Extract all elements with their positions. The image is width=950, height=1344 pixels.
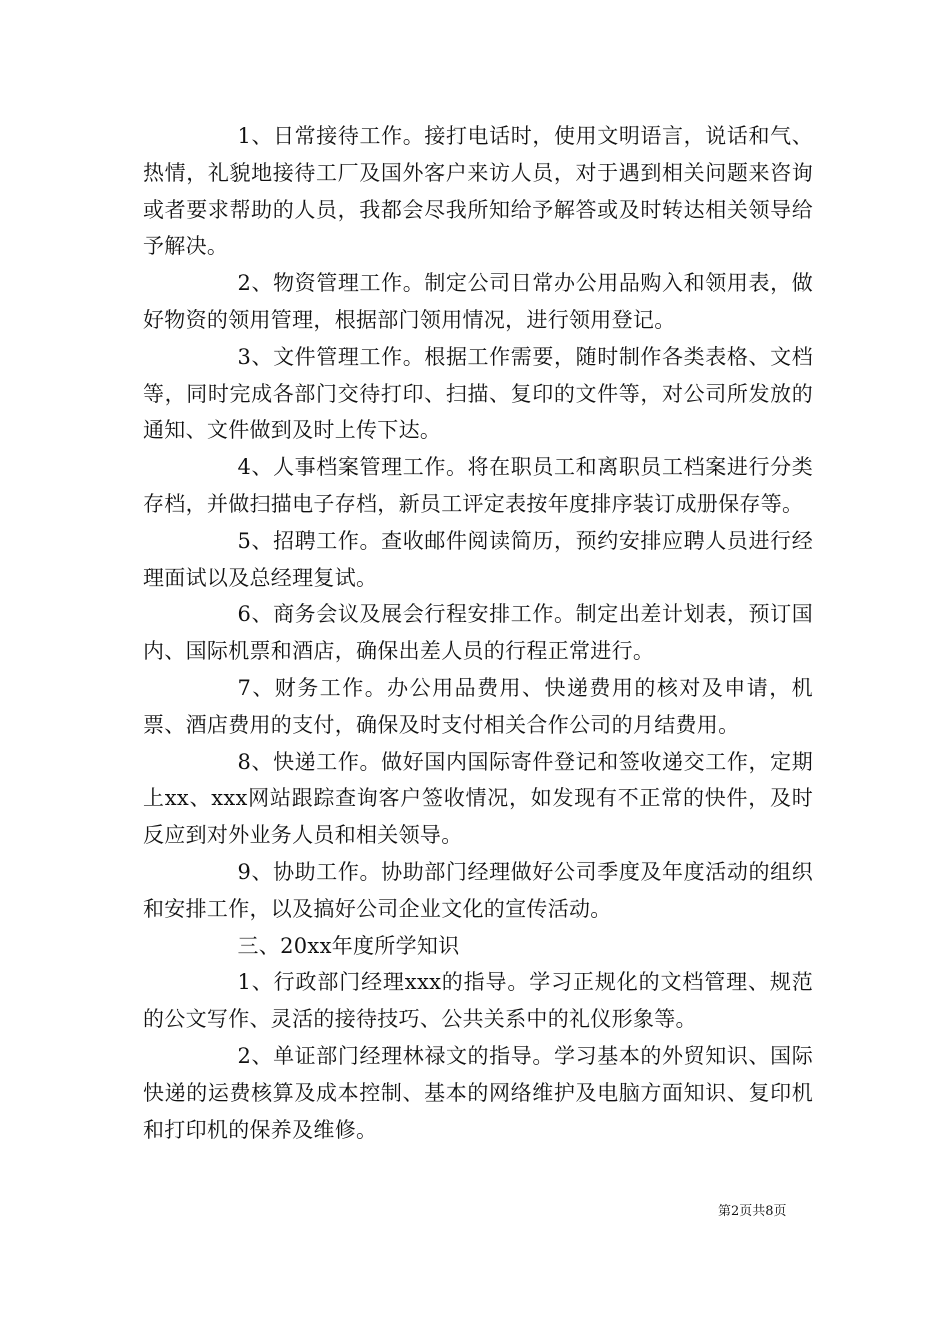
paragraph-personnel-archives: 4、人事档案管理工作。将在职员工和离职员工档案进行分类存档，并做扫描电子存档，新员工评定表按年度排序装订成册保存等。 (143, 455, 813, 516)
paragraph-admin-guidance: 1、行政部门经理xxx的指导。学习正规化的文档管理、规范的公文写作、灵活的接待技巧、公共关系中的礼仪形象等。 (143, 970, 813, 1032)
section-heading-knowledge: 三、20xx年度所学知识 (237, 933, 460, 958)
paragraph-assistance: 9、协助工作。协助部门经理做好公司季度及年度活动的组织和安排工作，以及搞好公司企业文化的宣传活动。 (143, 859, 813, 921)
paragraph-supplies: 2、物资管理工作。制定公司日常办公用品购入和领用表，做好物资的领用管理，根据部门领用情况，进行领用登记。 (143, 271, 813, 332)
page-number-footer: 第2页共8页 (718, 1204, 787, 1219)
paragraph-finance: 7、财务工作。办公用品费用、快递费用的核对及申请，机票、酒店费用的支付，确保及时支付相关合作公司的月结费用。 (143, 675, 813, 737)
paragraph-express: 8、快递工作。做好国内国际寄件登记和签收递交工作，定期上xx、xxx网站跟踪查询客户签收情况，如发现有不正常的快件，及时反应到对外业务人员和相关领导。 (143, 749, 813, 848)
paragraph-recruitment: 5、招聘工作。查收邮件阅读简历，预约安排应聘人员进行经理面试以及总经理复试。 (143, 528, 813, 590)
paragraph-files: 3、文件管理工作。根据工作需要，随时制作各类表格、文档等，同时完成各部门交待打印、扫描、复印的文件等，对公司所发放的通知、文件做到及时上传下达。 (143, 344, 813, 443)
paragraph-docs-guidance: 2、单证部门经理林禄文的指导。学习基本的外贸知识、国际快递的运费核算及成本控制、基本的网络维护及电脑方面知识、复印机和打印机的保养及维修。 (143, 1043, 813, 1142)
paragraph-reception: 1、日常接待工作。接打电话时，使用文明语言，说话和气、热情，礼貌地接待工厂及国外客户来访人员，对于遇到相关问题来咨询或者要求帮助的人员，我都会尽我所知给予解答或及时转达相关领导给予解决。 (143, 124, 813, 259)
document-body (143, 118, 813, 1148)
paragraph-business-travel: 6、商务会议及展会行程安排工作。制定出差计划表，预订国内、国际机票和酒店，确保出差人员的行程正常进行。 (143, 602, 813, 664)
